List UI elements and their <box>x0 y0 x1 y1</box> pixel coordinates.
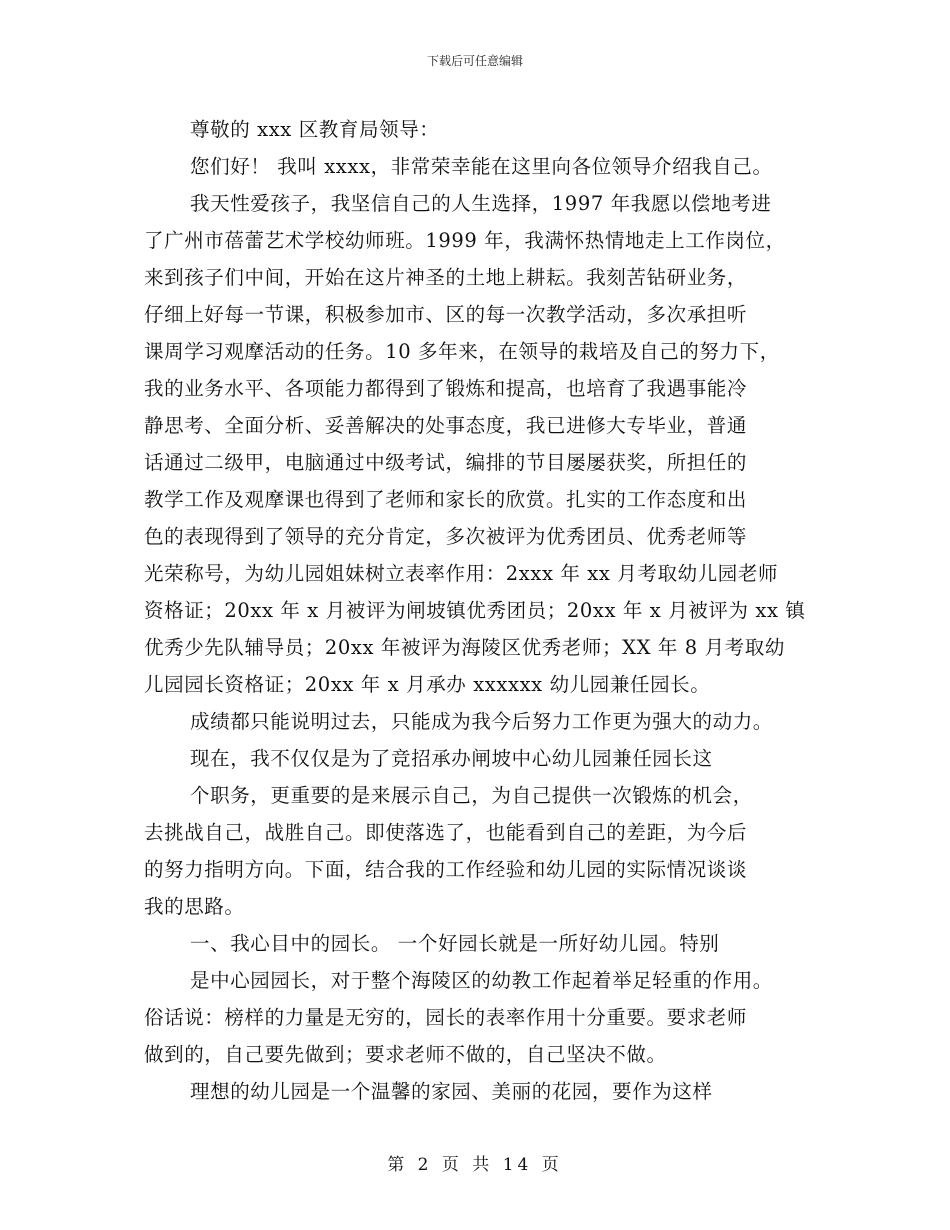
page-header: 下载后可任意编辑 <box>426 54 523 68</box>
text-line: 一、我心目中的园长。 一个好园长就是一所好幼儿园。特别 <box>190 932 720 955</box>
text-line: 了广州市蓓蕾艺术学校幼师班。1999 年，我满怀热情地走上工作岗位， <box>144 229 786 252</box>
text-line: 色的表现得到了领导的充分肯定，多次被评为优秀团员、优秀老师等 <box>144 525 748 548</box>
text-line: 做到的，自己要先做到；要求老师不做的，自己坚决不做。 <box>144 1043 667 1066</box>
text-line: 优秀少先队辅导员；20xx 年被评为海陵区优秀老师；XX 年 8 月考取幼 <box>144 636 785 659</box>
text-line: 课周学习观摩活动的任务。10 多年来，在领导的栽培及自己的努力下， <box>144 340 780 363</box>
text-line: 教学工作及观摩课也得到了老师和家长的欣赏。扎实的工作态度和出 <box>144 488 748 511</box>
text-line: 我的思路。 <box>144 895 245 918</box>
text-line: 尊敬的 xxx 区教育局领导： <box>190 118 440 141</box>
text-line: 成绩都只能说明过去，只能成为我今后努力工作更为强大的动力。 <box>190 710 773 733</box>
text-line: 现在，我不仅仅是为了竞招承办闸坡中心幼儿园兼任园长这 <box>190 747 713 770</box>
text-line: 去挑战自己，战胜自己。即使落选了，也能看到自己的差距，为今后 <box>144 821 748 844</box>
text-line: 我的业务水平、各项能力都得到了锻炼和提高，也培育了我遇事能冷 <box>144 377 748 400</box>
text-line: 光荣称号，为幼儿园姐妹树立表率作用：2xxx 年 xx 月考取幼儿园老师 <box>144 562 779 585</box>
text-line: 个职务，更重要的是来展示自己，为自己提供一次锻炼的机会， <box>190 784 753 807</box>
text-line: 资格证；20xx 年 x 月被评为闸坡镇优秀团员；20xx 年 x 月被评为 xx 镇 <box>144 599 806 622</box>
text-line: 理想的幼儿园是一个温馨的家园、美丽的花园，要作为这样 <box>190 1080 713 1103</box>
text-line: 来到孩子们中间，开始在这片神圣的土地上耕耘。我刻苦钻研业务， <box>144 266 748 289</box>
text-line: 我天性爱孩子，我坚信自己的人生选择，1997 年我愿以偿地考进 <box>190 192 772 215</box>
text-line: 您们好！ 我叫 xxxx，非常荣幸能在这里向各位领导介绍我自己。 <box>190 155 773 178</box>
text-line: 儿园园长资格证；20xx 年 x 月承办 xxxxxx 幼儿园兼任园长。 <box>144 673 711 696</box>
text-line: 的努力指明方向。下面，结合我的工作经验和幼儿园的实际情况谈谈 <box>144 858 748 881</box>
page-number-footer: 第 2 页 共 14 页 <box>387 1155 563 1175</box>
text-line: 仔细上好每一节课，积极参加市、区的每一次教学活动，多次承担听 <box>144 303 748 326</box>
text-line: 俗话说：榜样的力量是无穷的，园长的表率作用十分重要。要求老师 <box>144 1006 748 1029</box>
text-line: 是中心园园长，对于整个海陵区的幼教工作起着举足轻重的作用。 <box>190 969 773 992</box>
text-line: 静思考、全面分析、妥善解决的处事态度，我已进修大专毕业，普通 <box>144 414 748 437</box>
text-line: 话通过二级甲，电脑通过中级考试，编排的节目屡屡获奖，所担任的 <box>144 451 748 474</box>
